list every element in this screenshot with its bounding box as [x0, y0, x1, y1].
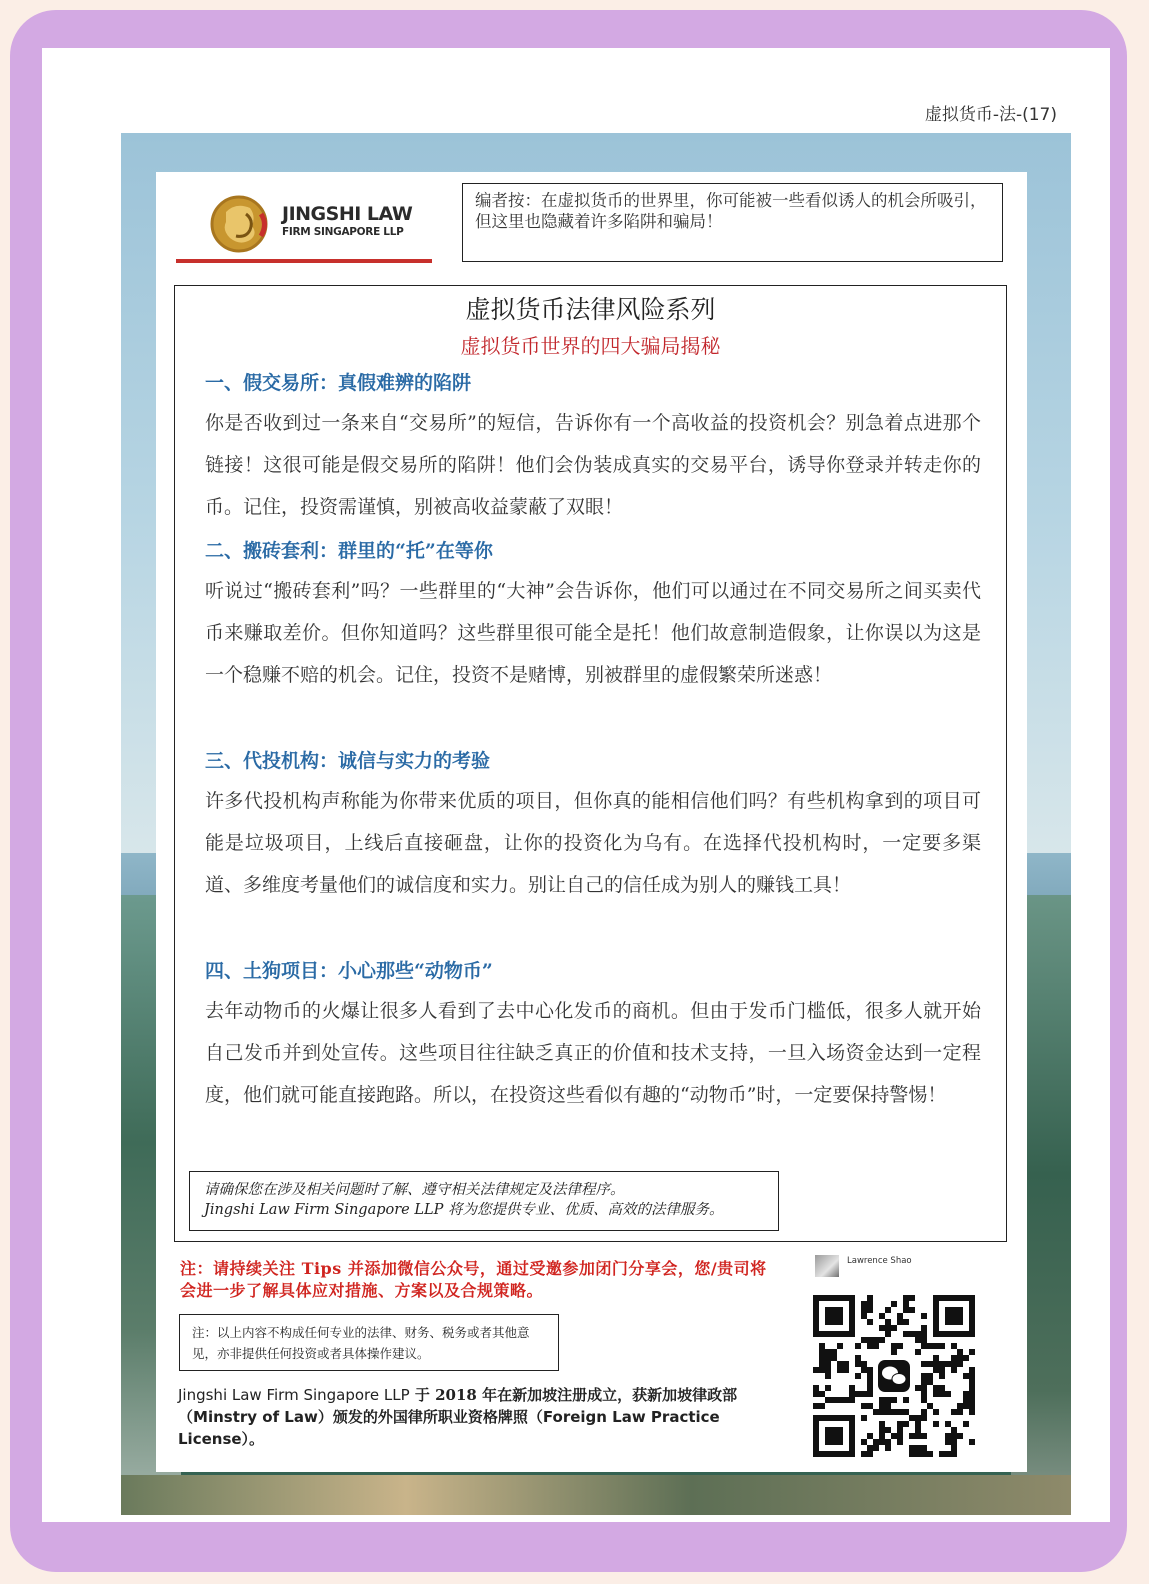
follow-note: 注：请持续关注 Tips 并添加微信公众号，通过受邀参加闭门分享会，您/贵司将会进一步了解具体应对措施、方案以及合规策略。	[180, 1259, 767, 1300]
avatar	[815, 1255, 839, 1277]
wechat-qr-code[interactable]	[813, 1295, 975, 1457]
lion-emblem-icon	[206, 194, 272, 254]
qr-finder-pattern	[813, 1415, 855, 1457]
section-heading: 四、土狗项目：小心那些“动物币”	[205, 960, 493, 982]
firm-info	[178, 1384, 738, 1450]
article-box	[174, 285, 1007, 1242]
logo-underline	[176, 259, 432, 263]
section-heading: 三、代投机构：诚信与实力的考验	[205, 750, 491, 772]
logo-firm-name: JINGSHI LAW	[282, 203, 413, 225]
editor-note: 编者按：在虚拟货币的世界里，你可能被一些看似诱人的机会所吸引，但这里也隐藏着许多陷阱和骗局！	[462, 183, 1003, 262]
firm-info-text: ）。	[241, 1430, 265, 1448]
qr-owner-name: Lawrence Shao	[847, 1256, 912, 1266]
section-body: 许多代投机构声称能为你带来优质的项目，但你真的能相信他们吗？有些机构拿到的项目可能是垃圾项目，上线后直接砸盘，让你的投资化为乌有。在选择代投机构时，一定要多渠道、多维度考量他们的诚信度和实力。别让自己的信任成为别人的赚钱工具！	[205, 790, 981, 896]
firm-info-text: Foreign Law Practice License	[178, 1408, 720, 1448]
background-ground	[121, 1475, 1071, 1515]
article-title: 虚拟货币法律风险系列	[465, 295, 716, 324]
legal-notice-line: 请确保您在涉及相关问题时了解、遵守相关法律规定及法律程序。	[204, 1182, 625, 1198]
wechat-logo-icon	[875, 1357, 913, 1395]
disclaimer: 注：以上内容不构成任何专业的法律、财务、税务或者其他意见，亦非提供任何投资或者具体操作建议。	[179, 1314, 559, 1371]
firm-logo	[176, 186, 432, 262]
article-subtitle: 虚拟货币世界的四大骗局揭秘	[460, 334, 721, 358]
section-body: 听说过“搬砖套利”吗？一些群里的“大神”会告诉你，他们可以通过在不同交易所之间买卖代币来赚取差价。但你知道吗？这些群里很可能全是托！他们故意制造假象，让你误以为这是一个稳赚不赔的机会。记住，投资不是赌博，别被群里的虚假繁荣所迷惑！	[205, 580, 981, 686]
section-heading: 一、假交易所：真假难辨的陷阱	[205, 372, 472, 394]
page-label: 虚拟货币-法-(17)	[924, 105, 1057, 125]
qr-finder-pattern	[813, 1295, 855, 1337]
section-body: 你是否收到过一条来自“交易所”的短信，告诉你有一个高收益的投资机会？别急着点进那个链接！这很可能是假交易所的陷阱！他们会伪装成真实的交易平台，诱导你登录并转走你的币。记住，投资需谨慎，别被高收益蒙蔽了双眼！	[205, 412, 981, 518]
section-body: 去年动物币的火爆让很多人看到了去中心化发币的商机。但由于发币门槛低，很多人就开始自己发币并到处宣传。这些项目往往缺乏真正的价值和技术支持，一旦入场资金达到一定程度，他们就可能直接跑路。所以，在投资这些看似有趣的“动物币”时，一定要保持警惕！	[205, 1000, 981, 1106]
qr-owner	[815, 1253, 912, 1279]
logo-firm-subtitle: FIRM SINGAPORE LLP	[282, 226, 404, 238]
legal-notice-line: Jingshi Law Firm Singapore LLP 将为您提供专业、优质、高效的法律服务。	[204, 1202, 724, 1218]
firm-info-text: 于 2018 年在新加坡注册成立，获新加坡律政部（	[178, 1386, 738, 1426]
firm-info-text: Minstry of Law	[193, 1408, 318, 1426]
firm-info-text: Jingshi Law Firm Singapore LLP	[178, 1386, 410, 1404]
firm-info-text: ）颁发的外国律所职业资格牌照（	[317, 1408, 543, 1426]
qr-finder-pattern	[933, 1295, 975, 1337]
section-heading: 二、搬砖套利：群里的“托”在等你	[205, 540, 493, 562]
legal-notice	[189, 1171, 779, 1231]
